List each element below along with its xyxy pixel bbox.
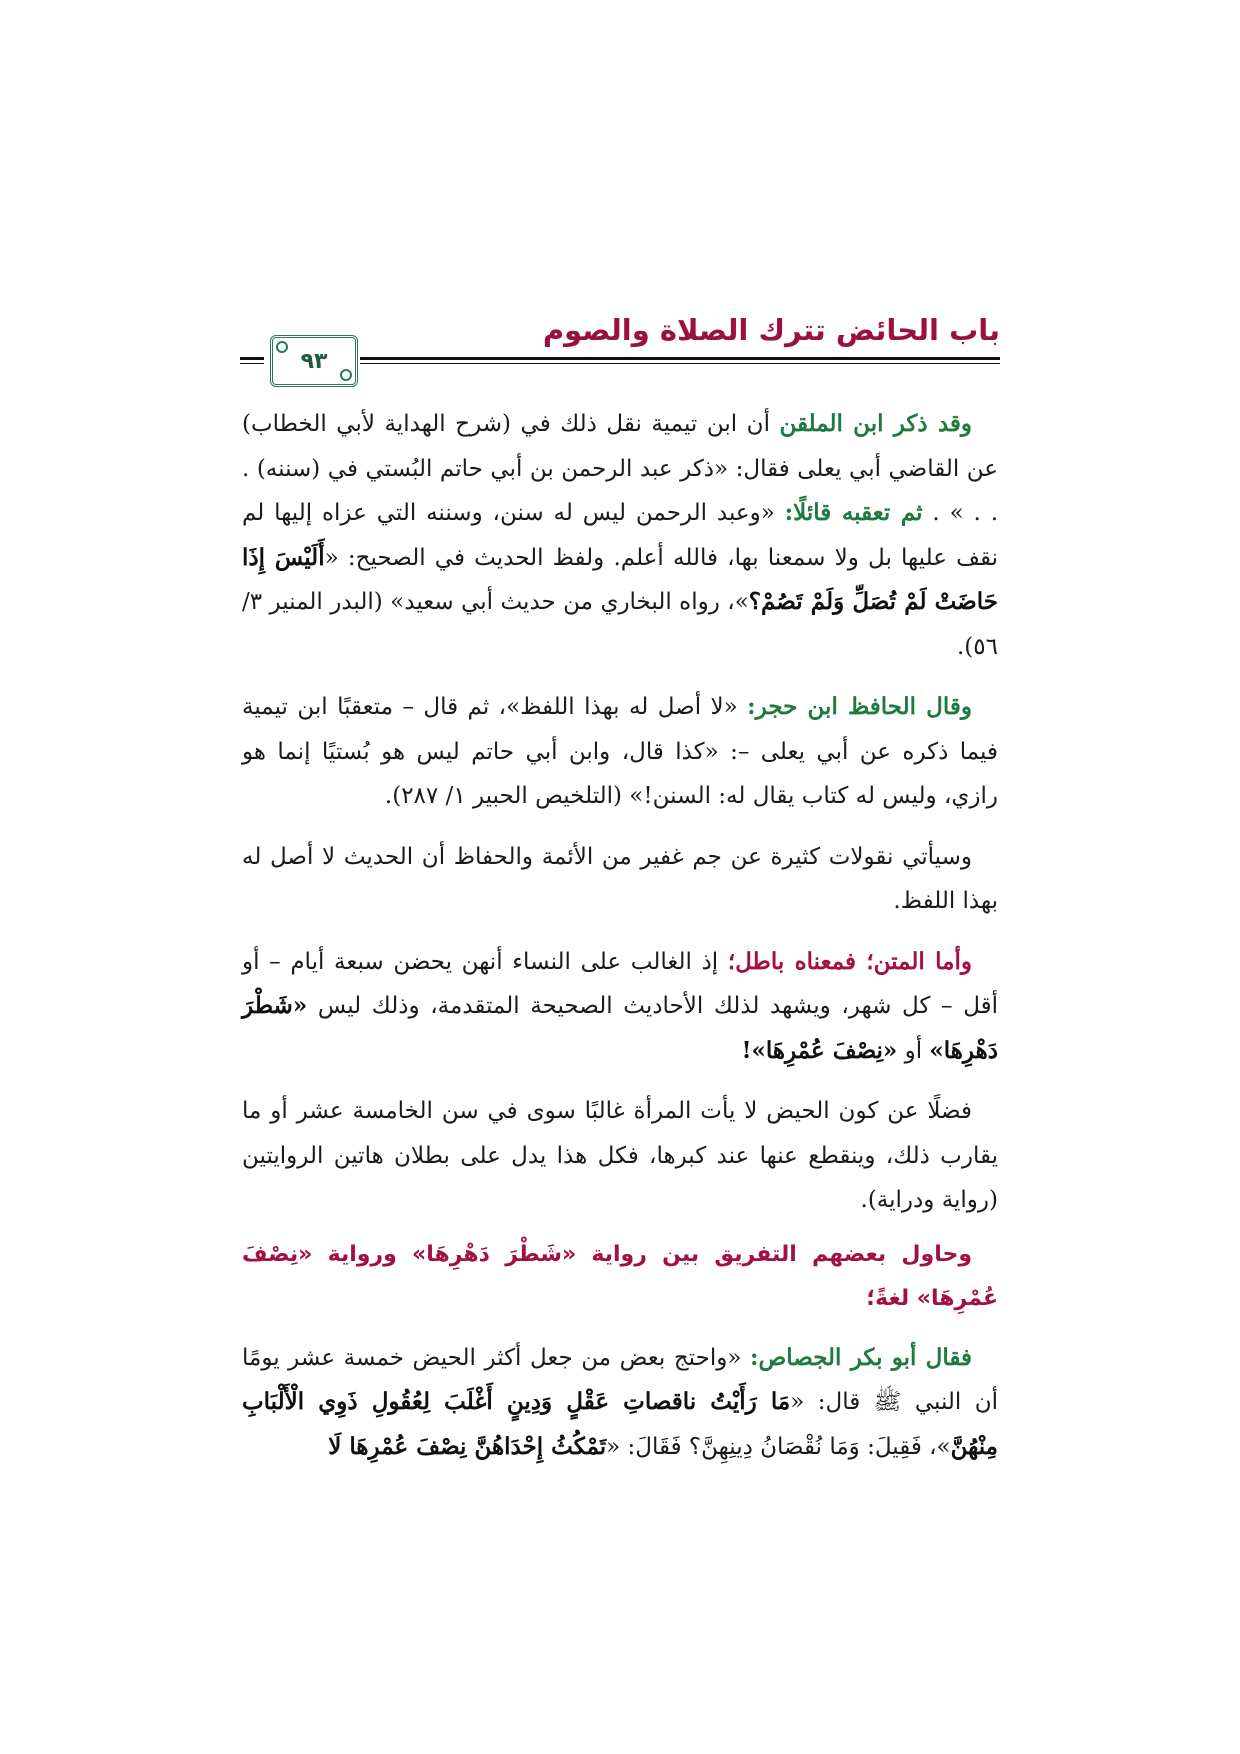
paragraph-text: فضلًا عن كون الحيض لا يأت المرأة غالبًا سوى في سن الخامسة عشر أو ما يقارب ذلك، وينقطع عنها عند كبرها، فكل هذا يدل على بطلان هاتين الروايتين (رواية ودراية). (242, 1098, 998, 1213)
paragraph-text: «واحتج بعض من جعل أكثر الحيض خمسة عشر يومًا أن النبي ﷺ قال: « (242, 1344, 998, 1415)
page-body (242, 402, 998, 1485)
paragraph-matn (242, 940, 998, 1074)
hadith-quote: أَلَيْسَ إِذَا حَاضَتْ لَمْ تُصَلِّ وَلَمْ تَصُمْ؟ (242, 543, 998, 615)
page-number: ٩٣ (300, 348, 328, 374)
header-rule-thick (360, 357, 1000, 360)
section-heading: وحاول بعضهم التفريق بين رواية «شَطْرَ دَهْرِهَا» ورواية «نِصْفَ عُمْرِهَا» لغةً؛ (242, 1241, 998, 1311)
hadith-quote: تَمْكُثُ إِحْدَاهُنَّ نِصْفَ عُمْرِهَا لَا (328, 1432, 607, 1460)
paragraph-ibn-mulaqqin (242, 402, 998, 669)
paragraph-text: «لا أصل له بهذا اللفظ»، ثم قال – متعقبًا ابن تيمية فيما ذكره عن أبي يعلى –: «كذا قال، وابن أبي حاتم ليس هو بُستيًا إنما هو رازي، وليس له كتاب يقال له: السنن!» (التلخيص الحبير ١/ ٢٨٧). (242, 694, 998, 809)
paragraph-text: »، رواه البخاري من حديث أبي سعيد» (البدر المنير ٣/ ٥٦). (242, 589, 998, 660)
paragraph-lead: وأما المتن؛ فمعناه باطل؛ (727, 947, 972, 975)
paragraph-fadlan (242, 1089, 998, 1223)
paragraph-nuqulat (242, 835, 998, 924)
page-header (240, 305, 1000, 383)
paragraph-lead: وقد ذكر ابن الملقن (779, 410, 972, 437)
paragraph-jassas (242, 1336, 998, 1470)
paragraph-text: «وعبد الرحمن ليس له سنن، وسننه التي عزاه إليها لم نقف عليها بل ولا سمعنا بها، فالله أعلم. ولفظ الحديث في الصحيح: « (242, 500, 998, 571)
running-title: باب الحائض تترك الصلاة والصوم (542, 313, 1000, 347)
header-rule-left-thin (240, 363, 264, 364)
paragraph-text: »، فَقِيلَ: وَمَا نُقْصَانُ دِينِهِنَّ؟ فَقَالَ: « (606, 1433, 951, 1460)
paragraph-lead: فقال أبو بكر الجصاص: (749, 1343, 972, 1371)
paragraph-lead: وقال الحافظ ابن حجر: (747, 693, 972, 720)
page-number-frame (270, 335, 358, 387)
paragraph-text: أو (897, 1037, 930, 1064)
hadith-quote: «شَطْرَ دَهْرِهَا» (242, 992, 998, 1064)
hadith-quote: «نِصْفَ عُمْرِهَا»! (741, 1036, 898, 1064)
hadith-quote: مَا رَأَيْتُ ناقصاتِ عَقْلٍ وَدِينٍ أَغْلَبَ لِعُقُولِ ذَوِي الْأَلْبَابِ مِنْهُنَّ (242, 1388, 998, 1460)
paragraph-text: وسيأتي نقولات كثيرة عن جم غفير من الأئمة والحفاظ أن الحديث لا أصل له بهذا اللفظ. (242, 843, 998, 914)
paragraph-text: أن ابن تيمية نقل ذلك في (شرح الهداية لأبي الخطاب) عن القاضي أبي يعلى فقال: «ذكر عبد الرحمن بن أبي حاتم البُستي في (سننه) . . . » . (242, 411, 999, 526)
paragraph-text: إذ الغالب على النساء أنهن يحضن سبعة أيام – أو أقل – كل شهر، ويشهد لذلك الأحاديث الصحيحة المتقدمة، وذلك ليس (242, 948, 998, 1019)
header-rule-left-thick (240, 357, 264, 360)
paragraph-ibn-hajar (242, 685, 998, 819)
paragraph-inline-lead: ثم تعقبه قائلًا: (784, 499, 923, 526)
header-rule-thin (360, 363, 1000, 364)
